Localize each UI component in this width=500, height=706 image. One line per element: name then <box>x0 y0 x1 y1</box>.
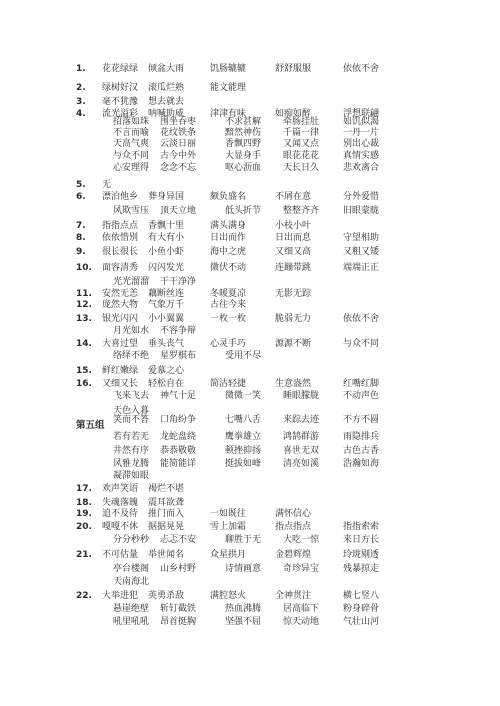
vocab-word: 藕断丝连 <box>148 289 185 299</box>
vocab-word: 大显身手 <box>225 151 262 161</box>
vocab-word: 脆弱无力 <box>275 314 312 324</box>
vocab-word: 日出而息 <box>275 233 312 243</box>
vocab-word: 龙蛇盘绕 <box>160 432 197 442</box>
vocab-word: 浩瀚如海 <box>343 459 380 469</box>
vocab-word: 悬崖绝壁 <box>113 604 150 614</box>
vocab-word: 指点指点 <box>275 522 312 532</box>
word-row <box>0 313 500 325</box>
vocab-word: 斩钉截铁 <box>160 604 197 614</box>
vocab-word: 又闻又点 <box>283 139 320 149</box>
vocab-word: 日出而作 <box>210 233 247 243</box>
vocab-word: 牵肠挂肚 <box>283 117 320 127</box>
vocab-word: 微微一笑 <box>225 391 262 401</box>
vocab-word: 围坐吞枣 <box>160 117 197 127</box>
vocab-word: 浮想联翩 <box>343 109 380 119</box>
vocab-word: 花纹铁条 <box>160 128 197 138</box>
word-row <box>0 483 500 495</box>
vocab-word: 诗情画意 <box>225 564 262 574</box>
vocab-word: 受用不尽 <box>225 351 262 361</box>
vocab-word: 真情实感 <box>343 151 380 161</box>
vocab-word: 古今中外 <box>160 151 197 161</box>
vocab-word: 不求甚解 <box>225 117 262 127</box>
vocab-word: 气象万千 <box>148 300 185 310</box>
item-number: 19. <box>76 509 92 519</box>
vocab-word: 睡眼朦胧 <box>283 391 320 401</box>
vocab-word: 山乡村野 <box>160 564 197 574</box>
vocab-word: 招落如珠 <box>113 117 150 127</box>
vocab-word: 飞来飞去 <box>113 391 150 401</box>
vocab-word: 能简能详 <box>160 459 197 469</box>
vocab-word: 大喜过望 <box>102 339 139 349</box>
word-row <box>0 590 500 602</box>
vocab-word: 天高气爽 <box>113 139 150 149</box>
vocab-word: 依依不舍 <box>343 314 380 324</box>
item-number: 15. <box>76 366 92 376</box>
word-row <box>0 338 500 350</box>
vocab-word: 香飘十里 <box>148 221 185 231</box>
vocab-word: 安然无恙 <box>102 289 139 299</box>
vocab-word: 满头满身 <box>210 221 247 231</box>
item-number: 4. <box>76 109 86 119</box>
vocab-word: 鹰拳雄立 <box>225 432 262 442</box>
vocab-word: 挺拔如峰 <box>225 459 262 469</box>
item-number: 21. <box>76 550 92 560</box>
item-number: 7. <box>76 221 86 231</box>
vocab-word: 凝滞如眼 <box>113 471 150 481</box>
vocab-word: 无 <box>102 180 112 190</box>
vocab-word: 月光如水 <box>113 326 150 336</box>
vocab-word: 冬暖夏凉 <box>210 289 247 299</box>
word-row <box>0 616 500 628</box>
vocab-word: 又细又高 <box>275 247 312 257</box>
vocab-word: 庞然大物 <box>102 300 139 310</box>
vocab-word: 想去就去 <box>148 97 185 107</box>
vocab-word: 海中之虎 <box>210 247 247 257</box>
item-number: 11. <box>76 289 92 299</box>
vocab-word: 黯然神伤 <box>225 128 262 138</box>
vocab-word: 据据晃晃 <box>148 522 185 532</box>
vocab-word: 神气十足 <box>160 391 197 401</box>
vocab-word: 源源不断 <box>275 339 312 349</box>
vocab-word: 英勇杀敌 <box>148 591 185 601</box>
vocab-word: 旧眼蒙眬 <box>343 206 380 216</box>
vocab-word: 喜世无双 <box>283 446 320 456</box>
vocab-word: 微伏不动 <box>210 263 247 273</box>
vocab-word: 如饥似渴 <box>343 117 380 127</box>
vocab-word: 绿树好汉 <box>102 83 139 93</box>
word-row <box>0 378 500 390</box>
vocab-word: 爱慕之心 <box>148 366 185 376</box>
vocab-word: 鸿鹄群游 <box>283 432 320 442</box>
vocab-word: 一如既往 <box>210 509 247 519</box>
vocab-word: 小鱼小虾 <box>148 247 185 257</box>
vocab-word: 舒舒服服 <box>275 64 312 74</box>
vocab-word: 不屑在意 <box>275 192 312 202</box>
vocab-word: 悲欢离合 <box>343 163 380 173</box>
vocab-word: 云淡日丽 <box>160 139 197 149</box>
vocab-word: 守望相助 <box>343 233 380 243</box>
vocab-word: 褐烂不堪 <box>148 484 185 494</box>
item-number: 2. <box>76 83 86 93</box>
item-number: 20. <box>76 522 92 532</box>
vocab-word: 又细又长 <box>102 379 139 389</box>
vocab-word: 天色入暮 <box>113 406 150 416</box>
vocab-word: 眼花花花 <box>283 151 320 161</box>
item-number: 6. <box>76 192 86 202</box>
vocab-word: 无影无踪 <box>275 289 312 299</box>
item-number: 8. <box>76 233 86 243</box>
item-number: 17. <box>76 484 92 494</box>
item-number: 18. <box>76 498 92 508</box>
item-number: 1. <box>76 64 86 74</box>
vocab-word: 简洁轻捷 <box>210 379 247 389</box>
vocab-word: 风雅龙腾 <box>113 459 150 469</box>
vocab-word: 不动声色 <box>343 391 380 401</box>
vocab-word: 如痴如醉 <box>275 109 312 119</box>
vocab-word: 倾盆大雨 <box>148 64 185 74</box>
word-row <box>0 534 500 546</box>
vocab-word: 古往今来 <box>210 300 247 310</box>
word-row <box>0 508 500 520</box>
word-row <box>0 576 500 588</box>
word-row <box>0 458 500 470</box>
vocab-word: 全神贯注 <box>275 591 312 601</box>
word-row <box>0 179 500 191</box>
word-row <box>0 162 500 174</box>
vocab-word: 大吃一惊 <box>283 535 320 545</box>
item-number: 16. <box>76 379 92 389</box>
vocab-word: 玲珑剔透 <box>343 550 380 560</box>
vocab-word: 与众不同 <box>113 151 150 161</box>
vocab-word: 气壮山河 <box>343 617 380 627</box>
word-row <box>0 350 500 362</box>
vocab-word: 能文能理 <box>210 83 247 93</box>
word-row <box>0 63 500 75</box>
word-row <box>0 603 500 615</box>
vocab-word: 指指索索 <box>343 522 380 532</box>
vocab-word: 吼里吼吼 <box>113 617 150 627</box>
word-row <box>0 205 500 217</box>
word-row <box>0 521 500 533</box>
vocab-word: 端端正正 <box>343 263 380 273</box>
vocab-word: 别出心裁 <box>343 139 380 149</box>
vocab-word: 依依不舍 <box>343 64 380 74</box>
word-row <box>0 191 500 203</box>
vocab-word: 千篇一律 <box>283 128 320 138</box>
vocab-word: 震耳欲聋 <box>148 498 185 508</box>
vocab-word: 不可估量 <box>102 550 139 560</box>
vocab-word: 干干净净 <box>160 277 197 287</box>
vocab-word: 一丹一片 <box>343 128 380 138</box>
vocab-word: 雪上加霜 <box>210 522 247 532</box>
vocab-word: 不言而喻 <box>113 128 150 138</box>
vocab-word: 垂头丧气 <box>148 339 185 349</box>
vocab-word: 失魂落魄 <box>102 498 139 508</box>
vocab-word: 来踪去迹 <box>283 415 320 425</box>
vocab-word: 滚瓜烂熟 <box>148 83 185 93</box>
vocab-word: 风欺雪压 <box>113 206 150 216</box>
word-row <box>0 445 500 457</box>
vocab-word: 连蹦带跳 <box>275 263 312 273</box>
vocab-word: 奇珍异宝 <box>283 564 320 574</box>
word-row <box>0 220 500 232</box>
vocab-word: 坚强不屈 <box>225 617 262 627</box>
item-number: 10. <box>76 263 92 273</box>
vocab-word: 古色古香 <box>343 446 380 456</box>
vocab-word: 依依惜别 <box>102 233 139 243</box>
item-number: 13. <box>76 314 92 324</box>
vocab-word: 满腔怒火 <box>210 591 247 601</box>
vocab-word: 粉身碎骨 <box>343 604 380 614</box>
vocab-word: 葬身异国 <box>148 192 185 202</box>
vocab-word: 津津有味 <box>210 109 247 119</box>
item-number: 9. <box>76 247 86 257</box>
word-row <box>0 299 500 311</box>
vocab-word: 心安理得 <box>113 163 150 173</box>
vocab-word: 又粗又矮 <box>343 247 380 257</box>
item-number: 3. <box>76 97 86 107</box>
word-row <box>0 470 500 482</box>
vocab-word: 大举进犯 <box>102 591 139 601</box>
word-row <box>0 563 500 575</box>
vocab-word: 有大有小 <box>148 233 185 243</box>
vocab-word: 整整齐齐 <box>283 206 320 216</box>
item-number: 22. <box>76 591 92 601</box>
vocab-word: 面容清秀 <box>102 263 139 273</box>
vocab-word: 毫不犹豫 <box>102 97 139 107</box>
vocab-word: 红嘴红脚 <box>343 379 380 389</box>
vocab-word: 热血沸腾 <box>225 604 262 614</box>
word-row <box>0 138 500 150</box>
section-title: 第五组 <box>76 420 105 431</box>
vocab-word: 分分秒秒 <box>113 535 150 545</box>
vocab-word: 分外爱惜 <box>343 192 380 202</box>
word-row <box>0 549 500 561</box>
vocab-word: 闪闪发光 <box>148 263 185 273</box>
vocab-word: 顶天立地 <box>160 206 197 216</box>
vocab-word: 笑而不答 <box>113 415 150 425</box>
vocab-word: 饥肠辘辘 <box>210 64 247 74</box>
vocab-word: 生意盎然 <box>275 379 312 389</box>
word-row <box>0 276 500 288</box>
word-row <box>0 96 500 108</box>
vocab-word: 忐忑不安 <box>160 535 197 545</box>
vocab-word: 举世闻名 <box>148 550 185 560</box>
vocab-word: 轻松自在 <box>148 379 185 389</box>
vocab-word: 天长日久 <box>283 163 320 173</box>
word-row <box>0 82 500 94</box>
vocab-word: 低头折节 <box>225 206 262 216</box>
word-row <box>0 246 500 258</box>
vocab-word: 清亮如溪 <box>283 459 320 469</box>
vocab-word: 金碧辉煌 <box>275 550 312 560</box>
vocab-word: 聊胜于无 <box>225 535 262 545</box>
vocab-word: 络绎不绝 <box>113 351 150 361</box>
vocab-word: 满怀信心 <box>275 509 312 519</box>
vocab-word: 亭台楼阁 <box>113 564 150 574</box>
vocab-word: 推门而入 <box>148 509 185 519</box>
vocab-word: 香飘四野 <box>225 139 262 149</box>
word-row <box>0 150 500 162</box>
vocab-word: 井然有序 <box>113 446 150 456</box>
vocab-word: 居高临下 <box>283 604 320 614</box>
vocab-word: 光光溜溜 <box>113 277 150 287</box>
word-row <box>0 262 500 274</box>
item-number: 12. <box>76 300 92 310</box>
word-row <box>0 414 500 426</box>
vocab-word: 小枝小叶 <box>275 221 312 231</box>
vocab-word: 恭恭敬敬 <box>160 446 197 456</box>
vocab-word: 心灵手巧 <box>210 339 247 349</box>
vocab-word: 残暴掠走 <box>343 564 380 574</box>
vocab-word: 小小翼翼 <box>148 314 185 324</box>
vocab-word: 与众不同 <box>343 339 380 349</box>
vocab-word: 银光闪闪 <box>102 314 139 324</box>
vocab-word: 指指点点 <box>102 221 139 231</box>
vocab-word: 花花绿绿 <box>102 64 139 74</box>
vocab-word: 不容争辩 <box>160 326 197 336</box>
vocab-word: 念念不忘 <box>160 163 197 173</box>
item-number: 5. <box>76 180 86 190</box>
vocab-word: 流光溢彩 <box>102 109 139 119</box>
vocab-word: 一枚一枚 <box>210 314 247 324</box>
vocab-word: 来日方长 <box>343 535 380 545</box>
vocab-word: 若有若无 <box>113 432 150 442</box>
vocab-word: 漂泊他乡 <box>102 192 139 202</box>
vocab-word: 惊天动地 <box>283 617 320 627</box>
vocab-word: 追不及待 <box>102 509 139 519</box>
vocab-word: 颇负盛名 <box>210 192 247 202</box>
vocab-word: 星罗棋布 <box>160 351 197 361</box>
vocab-word: 七嘴八舌 <box>225 415 262 425</box>
vocab-word: 口角纷争 <box>160 415 197 425</box>
word-row <box>0 232 500 244</box>
vocab-word: 呐喊助威 <box>148 109 185 119</box>
vocab-word: 横七竖八 <box>343 591 380 601</box>
word-row <box>0 431 500 443</box>
word-row <box>0 365 500 377</box>
word-row <box>0 325 500 337</box>
vocab-word: 欢声笑语 <box>102 484 139 494</box>
word-row <box>0 390 500 402</box>
vocab-word: 众星拱月 <box>210 550 247 560</box>
vocab-word: 顿挫抑扬 <box>225 446 262 456</box>
vocab-word: 天南海北 <box>113 577 150 587</box>
vocab-word: 呕心沥血 <box>225 163 262 173</box>
vocab-word: 鲜红嫩绿 <box>102 366 139 376</box>
vocab-word: 不方不圆 <box>343 415 380 425</box>
item-number: 14. <box>76 339 92 349</box>
vocab-word: 雨隐排兵 <box>343 432 380 442</box>
vocab-word: 嘎嘎不休 <box>102 522 139 532</box>
vocab-word: 昂首挺胸 <box>160 617 197 627</box>
vocab-word: 很长很长 <box>102 247 139 257</box>
